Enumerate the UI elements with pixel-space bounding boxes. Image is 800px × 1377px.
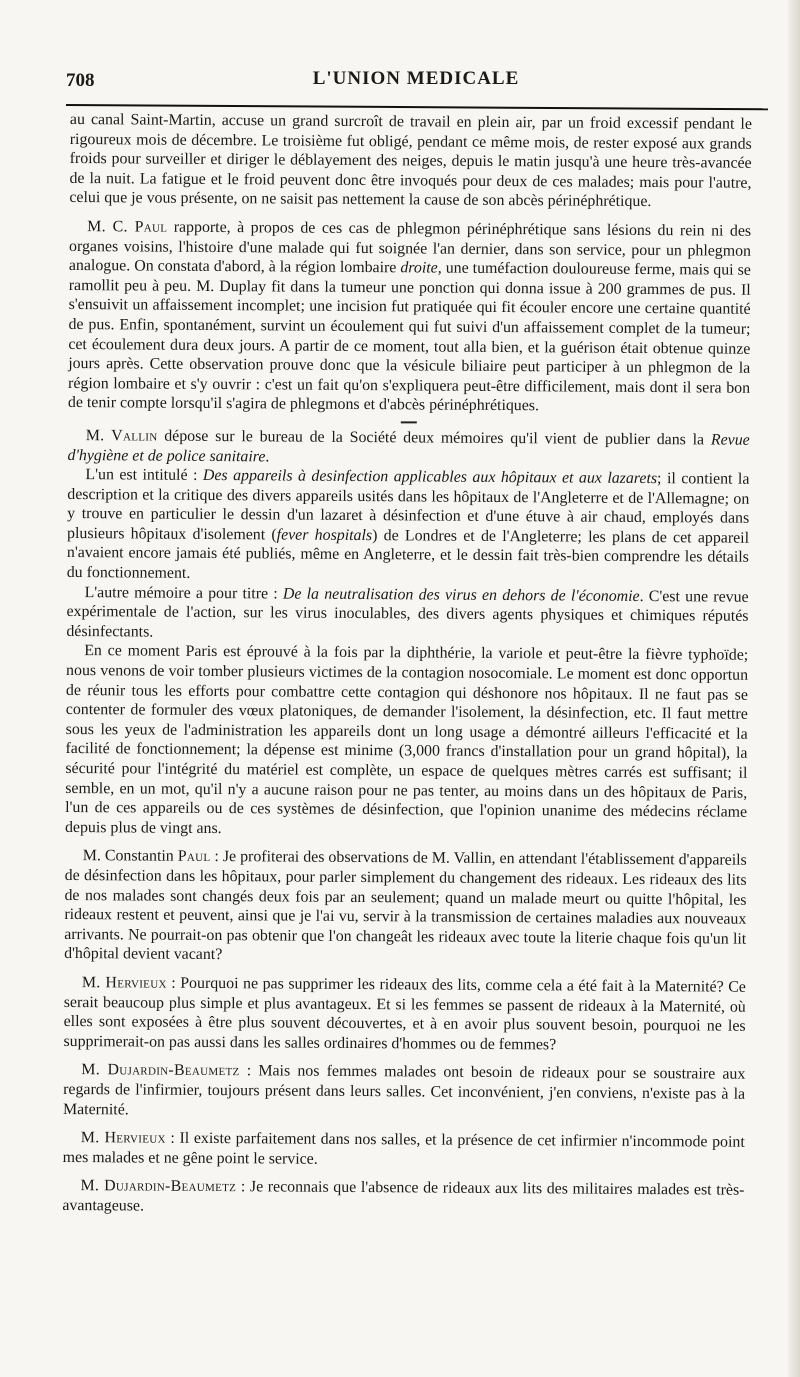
speaker-name: M. Vallin [85, 427, 158, 445]
paragraph-10: M. Hervieux : Il existe parfaitement dans nos salles, et la présence de cet infirmier n'incommode point mes malades et ne gêne point le service. [62, 1129, 745, 1168]
paragraph-1: au canal Saint-Martin, accuse un grand surcroît de travail en plein air, par un froid excessif pendant le rigoureux mois de décembre. Le troisième fut obligé, pendant ce même mois, de rester exposé aux grands froids pour surveiller et diriger le déblayement des neiges, depuis le matin jusqu'à une heure très-avancée de la nuit. La fatigue et le froid peuvent donc être invoqués pour deux de ces malades; mais pour l'autre, celui que je vous présente, on ne saisit pas nettement la cause de son abcès périnéphrétique. [69, 110, 752, 211]
paragraph-5: L'autre mémoire a pour titre : De la neutralisation des virus en dehors de l'économie. C'est une revue expérimentale de l'action, sur les virus inoculables, des divers agents physiques et chimiques réputés désinfectants. [66, 583, 749, 641]
paragraph-3: M. Vallin dépose sur le bureau de la Société deux mémoires qu'il vient de publier dans la Revue d'hygiène et de police sanitaire. [67, 427, 750, 465]
page-header [66, 64, 766, 104]
speaker-name: M. C. Paul [87, 218, 168, 236]
running-title: L'UNION MEDICALE [312, 68, 520, 89]
speaker-name: M. Dujardin-Beaumetz [80, 1177, 237, 1196]
speaker-name: M. Dujardin-Beaumetz [81, 1061, 240, 1080]
speaker-name: M. Hervieux [80, 1129, 166, 1147]
article-body [62, 110, 752, 1220]
paragraph-4: L'un est intitulé : Des appareils à desinfection applicables aux hôpitaux et aux lazarets; il contient la description et la critique des divers appareils usités dans les hôpitaux de l'Angleterre et de l'Allemagne; on y trouve en particulier le dessin d'un lazaret à désinfection et d'une étuve à air chaud, employés dans plusieurs hôpitaux d'isolement (fever hospitals) de Londres et de l'Angleterre; les plans de cet appareil n'avaient encore jamais été publiés, même en Angleterre, et le dessin fait très-bien comprendre les détails du fonctionnement. [66, 466, 750, 582]
paragraph-7: M. Constantin Paul : Je profiterai des observations de M. Vallin, en attendant l'établissement d'appareils de désinfection dans les hôpitaux, pour parler simplement du changement des rideaux. Les rideaux des lits de nos malades sont changés deux fois par an seulement; quand un malade meurt ou quitte l'hôpital, les rideaux restent et peuvent, ainsi que je l'ai vu, servir à la transmission de certaines maladies aux nouveaux arrivants. Ne pourrait-on pas obtenir que l'on changeât les rideaux avec toute la literie chaque fois qu'un lit d'hôpital devient vacant? [64, 847, 747, 964]
header-rule [66, 104, 768, 110]
paragraph-9: M. Dujardin-Beaumetz : Mais nos femmes malades ont besoin de rideaux pour se soustraire aux regards de l'infirmier, toujours présent dans leurs salles. Cet inconvénient, j'en conviens, n'existe pas à la Maternité. [62, 1061, 746, 1118]
paragraph-6: En ce moment Paris est éprouvé à la fois par la diphthérie, la variole et peut-être la fièvre typhoïde; nous venons de voir tomber plusieurs victimes de la contagion nosocomiale. Le moment est donc opportun de réunir tous les efforts pour combattre cette contagion qui déshonore nos hôpitaux. Il ne faut pas se contenter de formuler des vœux platoniques, de demander l'isolement, la désinfection, etc. Il faut mettre sous les yeux de l'administration les appareils dont un long usage a démontré ailleurs l'efficacité et la facilité de fonctionnement; la dépense est minime (3,000 francs d'installation pour un grand hôpital), la sécurité pour l'intégrité du matériel est complète, un espace de quelques mètres carrés est suffisant; il semble, en un mot, qu'il n'y a aucune raison pour ne pas tenter, au moins dans un des hôpitaux de Paris, l'un de ces appareils ou de ces systèmes de désinfection, que l'opinion unanime des médecins réclame depuis plus de vingt ans. [64, 642, 749, 837]
speaker-name: M. Hervieux [81, 974, 167, 992]
paragraph-2: M. C. Paul rapporte, à propos de ces cas de phlegmon périnéphrétique sans lésions du rein ni des organes voisins, l'histoire d'une malade qui fut soignée l'an dernier, dans son service, pour un phlegmon analogue. On constata d'abord, à la région lombaire droite, une tuméfaction douloureuse ferme, mais qui se ramollit peu à peu. M. Duplay fit dans la tumeur une ponction qui donna issue à 200 grammes de pus. Il s'ensuivit un affaissement incomplet; une incision fut pratiquée qui fit écouler encore une certaine quantité de pus. Enfin, spontanément, survint un écoulement qui fut suivi d'un affaissement complet de la tumeur; cet écoulement dura deux jours. A partir de ce moment, tout alla bien, et la guérison était obtenue quinze jours après. Cette observation prouve donc que la vésicule biliaire peut participer à un phlegmon de la région lombaire et s'y ouvrir : c'est un fait qu'on s'expliquera peut-être difficilement, mais dont il sera bon de tenir compte lorsqu'il s'agira de phlegmons et d'abcès périnéphrétiques. [67, 218, 752, 415]
page-number: 708 [66, 70, 95, 91]
speaker-name: Paul [177, 848, 211, 866]
paragraph-8: M. Hervieux : Pourquoi ne pas supprimer les rideaux des lits, comme cela a été fait à la Maternité? Ce serait beaucoup plus simple et plus avantageux. Et si les femmes se passent de rideaux à la Maternité, où elles sont exposées à être plus souvent découvertes, et à en avoir plus souvent besoin, pourquoi ne les supprimerait-on pas aussi dans les salles ordinaires d'hommes ou de femmes? [63, 974, 746, 1054]
page-edge-shadow [788, 0, 800, 1377]
paragraph-11: M. Dujardin-Beaumetz : Je reconnais que l'absence de rideaux aux lits des militaires malades est très-avantageuse. [62, 1177, 745, 1215]
